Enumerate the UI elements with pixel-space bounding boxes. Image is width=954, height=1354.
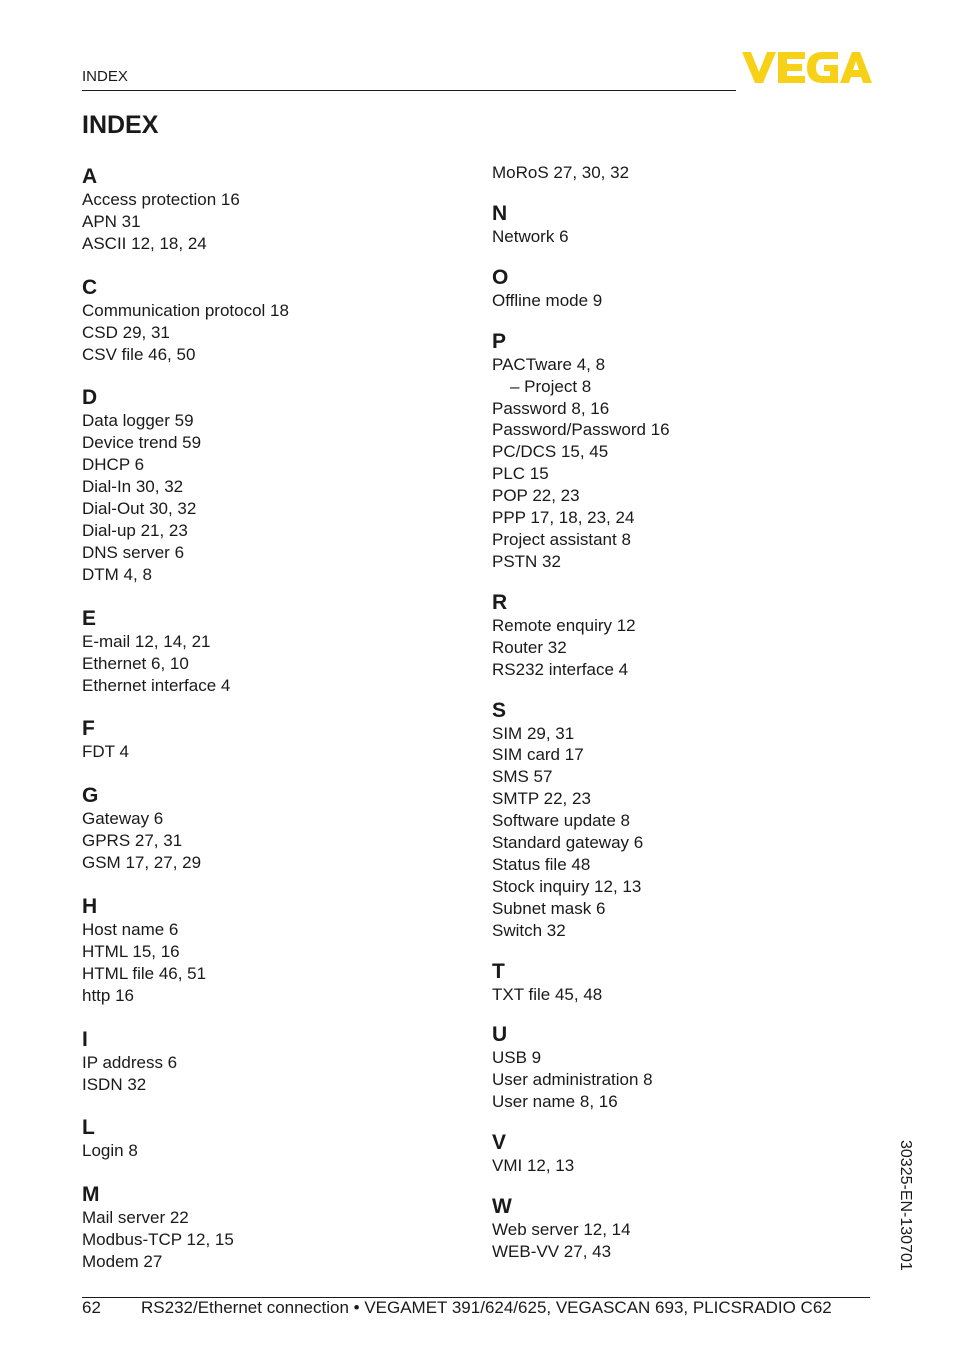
index-entry: TXT file 45, 48: [492, 984, 603, 1004]
index-entry: Dial-In 30, 32: [82, 477, 184, 497]
section-letter: C: [82, 275, 98, 299]
index-section: [82, 276, 462, 366]
index-entry: PACTware 4, 8: [492, 354, 606, 374]
index-entry: SMS 57: [492, 767, 553, 787]
section-letter: N: [492, 201, 508, 225]
index-section: [492, 266, 872, 312]
index-entry: IP address 6: [82, 1052, 178, 1072]
index-entry: Software update 8: [492, 811, 630, 831]
section-letter: U: [492, 1023, 508, 1047]
index-entry: Dial-Out 30, 32: [82, 499, 197, 519]
section-letter: W: [492, 1195, 512, 1219]
index-entry: Offline mode 9: [492, 290, 603, 310]
index-entry: CSD 29, 31: [82, 322, 170, 342]
index-entry: Router 32: [492, 637, 567, 657]
index-entry: GSM 17, 27, 29: [82, 853, 202, 873]
index-entry: Host name 6: [82, 920, 179, 940]
index-entry: POP 22, 23: [492, 486, 580, 506]
index-entry: PSTN 32: [492, 551, 561, 571]
index-entry: Ethernet 6, 10: [82, 653, 189, 673]
index-entry: GPRS 27, 31: [82, 831, 183, 851]
index-section: [492, 330, 872, 573]
index-section: [82, 895, 462, 1007]
index-section: [82, 784, 462, 874]
index-section: [492, 1195, 872, 1263]
index-entry: User name 8, 16: [492, 1092, 618, 1112]
index-section: [82, 607, 462, 697]
index-entry: Switch 32: [492, 920, 566, 940]
section-letter: A: [82, 165, 98, 188]
index-entry: PPP 17, 18, 23, 24: [492, 508, 635, 528]
index-section: [492, 1023, 872, 1113]
index-entry: ASCII 12, 18, 24: [82, 233, 207, 253]
index-column-right: [492, 161, 872, 1263]
footer-text: RS232/Ethernet connection • VEGAMET 391/624/625, VEGASCAN 693, PLICSRADIO C62: [141, 1298, 832, 1317]
index-entry: DHCP 6: [82, 455, 145, 475]
index-entry: Communication protocol 18: [82, 300, 289, 320]
section-letter: R: [492, 590, 508, 614]
index-section: [492, 960, 872, 1006]
index-entry: Status file 48: [492, 854, 591, 874]
section-letter: F: [82, 717, 95, 741]
index-section: [82, 1116, 462, 1162]
section-letter: E: [82, 606, 97, 630]
index-section: [492, 591, 872, 681]
index-entry: WEB-VV 27, 43: [492, 1242, 612, 1261]
index-section: [82, 1028, 462, 1096]
index-entry: SMTP 22, 23: [492, 789, 591, 809]
section-letter: I: [82, 1027, 88, 1051]
index-entry: ISDN 32: [82, 1074, 147, 1094]
index-entry: Stock inquiry 12, 13: [492, 876, 642, 896]
index-entry: MoRoS 27, 30, 32: [492, 163, 630, 182]
index-entry: http 16: [82, 985, 134, 1005]
index-entry: Project assistant 8: [492, 529, 631, 549]
index-entry: DNS server 6: [82, 542, 185, 562]
index-entry: Access protection 16: [82, 190, 240, 209]
index-entry: PLC 15: [492, 464, 549, 484]
index-entry: Data logger 59: [82, 411, 194, 431]
index-entry: Subnet mask 6: [492, 898, 606, 918]
index-entry: SIM card 17: [492, 745, 584, 765]
vega-logo: [742, 52, 872, 83]
index-entry: APN 31: [82, 211, 141, 231]
index-entry: Standard gateway 6: [492, 833, 644, 853]
section-letter: M: [82, 1183, 100, 1207]
index-section: [82, 1183, 462, 1273]
index-entry: VMI 12, 13: [492, 1156, 575, 1176]
index-entry: Login 8: [82, 1141, 138, 1161]
index-entry: DTM 4, 8: [82, 564, 152, 584]
page-number: 62: [82, 1298, 101, 1317]
header-rule: [82, 90, 736, 91]
section-letter: V: [492, 1131, 507, 1155]
index-entry: Mail server 22: [82, 1208, 189, 1228]
index-entry: Dial-up 21, 23: [82, 520, 188, 540]
index-entry: HTML 15, 16: [82, 941, 180, 961]
index-section: [82, 386, 462, 585]
index-entry: Modem 27: [82, 1252, 163, 1272]
index-entry: PC/DCS 15, 45: [492, 442, 609, 462]
index-entry: Remote enquiry 12: [492, 615, 636, 635]
index-entry: Password 8, 16: [492, 398, 610, 418]
index-entry: HTML file 46, 51: [82, 963, 207, 983]
section-letter: D: [82, 386, 98, 410]
section-letter: O: [492, 265, 509, 289]
index-section: [492, 1131, 872, 1177]
index-entry: Web server 12, 14: [492, 1220, 631, 1240]
index-entry: RS232 interface 4: [492, 659, 629, 679]
index-entry: Modbus-TCP 12, 15: [82, 1230, 234, 1250]
section-letter: T: [492, 959, 505, 983]
index-entry: – Project 8: [510, 376, 592, 396]
index-entry: FDT 4: [82, 742, 129, 762]
page-title: INDEX: [82, 111, 159, 139]
index-column-left: [82, 161, 462, 1273]
section-letter: S: [492, 698, 507, 722]
section-letter: L: [82, 1116, 95, 1140]
index-entry: CSV file 46, 50: [82, 344, 196, 364]
header-label: INDEX: [82, 68, 128, 85]
index-entry: USB 9: [492, 1048, 542, 1068]
index-entry: Gateway 6: [82, 809, 164, 829]
index-section: [492, 202, 872, 248]
section-letter: H: [82, 895, 98, 919]
document-code: 30325-EN-130701: [897, 1140, 914, 1271]
index-entry: Device trend 59: [82, 433, 202, 453]
index-entry: User administration 8: [492, 1070, 653, 1090]
index-entry: Ethernet interface 4: [82, 675, 231, 695]
section-letter: G: [82, 784, 99, 808]
index-entry: E-mail 12, 14, 21: [82, 631, 211, 651]
index-entry: SIM 29, 31: [492, 723, 575, 743]
index-entry: Password/Password 16: [492, 420, 670, 440]
index-section: [82, 717, 462, 763]
index-entry: Network 6: [492, 226, 569, 246]
index-section: [492, 699, 872, 942]
index-section: [82, 165, 462, 255]
section-letter: P: [492, 329, 507, 353]
